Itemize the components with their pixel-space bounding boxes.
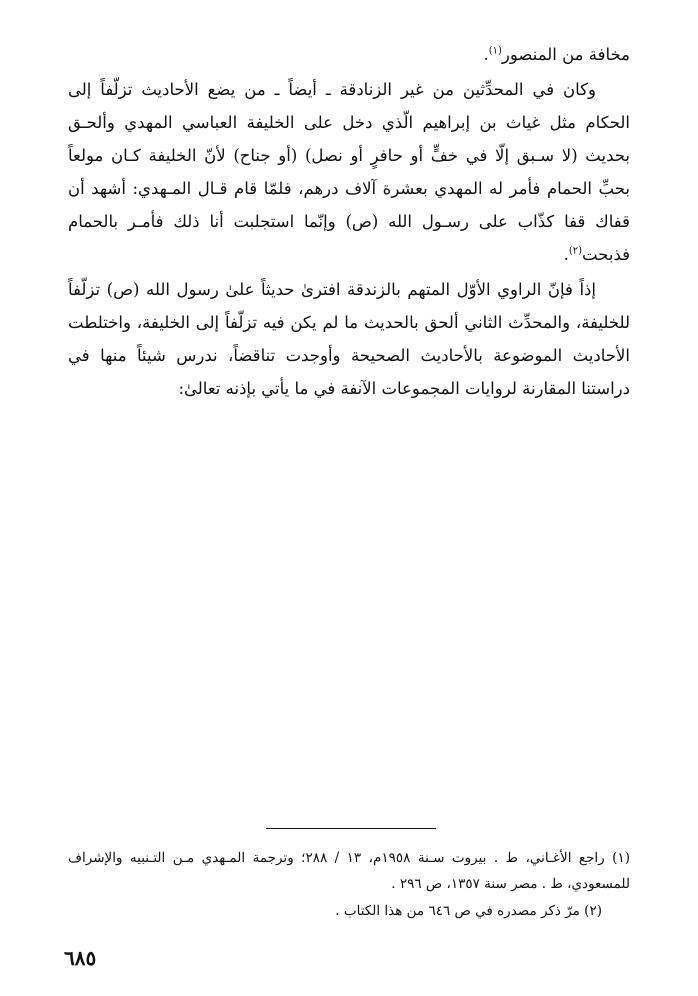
paragraph-text: إذاً فإنّ الراوي الأوّل المتهم بالزندقة افترىٰ حديثاً علىٰ رسول الله (ص) تزلّفاً للخليفة، والمحدِّث الثاني ألحق بالحديث ما لم يكن فيه تزلّفاً إلى الخليفة، واختلطت الأحاديث الموضوعة بالأحاديث الصحيحة وأوجدت تناقضاً، ندرس شيئاً منها في دراستنا المقارنة لروايات المجموعات الآنفة في ما يأتي بإذنه تعالىٰ: — [68, 280, 630, 398]
footnote-item — [68, 845, 630, 898]
footnote-reference: (١) — [488, 45, 502, 57]
paragraph-tail: . — [563, 245, 569, 264]
paragraph-text: مخافة من المنصور — [501, 45, 630, 64]
footnote-marker: (٢) — [584, 902, 602, 919]
paragraph-tail: . — [483, 45, 489, 64]
body-text — [68, 38, 630, 407]
footnote-area — [68, 845, 630, 924]
footnote-separator — [266, 828, 436, 829]
footnote-text: راجع الأغـاني، ط . بيروت سـنة ١٩٥٨م، ١٣ / ٢٨٨؛ وترجمة المـهدي مـن التـنبيه والإشراف للمسعودي، ط . مصر سنة ١٣٥٧، ص ٢٩٦ . — [68, 850, 630, 893]
footnote-text: مرّ ذكر مصدره في ص ٦٤٦ من هذا الكتاب . — [335, 902, 580, 919]
page-number: ٦٨٥ — [64, 946, 97, 970]
footnote-reference: (٢) — [568, 245, 582, 257]
paragraph — [68, 73, 630, 271]
paragraph — [68, 38, 630, 71]
paragraph-text: وكان في المحدِّثين من غير الزنادقة ـ أيضاً ـ من يضع الأحاديث تزلّفاً إلى الحكام مثل غياث بن إبراهيم الّذي دخل على الخليفة العباسي المهدي وألحـق بحديث (لا سـبق إلّا في خفٍّ أو حافرٍ أو نصل) (أو جناح) لأنّ الخليفة كـان مولعاً بحبِّ الحمام فأمر له المهدي بعشرة آلاف درهم، فلمّا قام قـال المـهدي: أشهد أن قفاك قفا كذّاب على رسـول الله (ص) وإنّما استجلبت أنا ذلك فأمـر بالحمام فذبحت — [68, 80, 630, 264]
footnote-item — [68, 898, 630, 924]
paragraph — [68, 273, 630, 405]
footnote-marker: (١) — [612, 850, 630, 866]
